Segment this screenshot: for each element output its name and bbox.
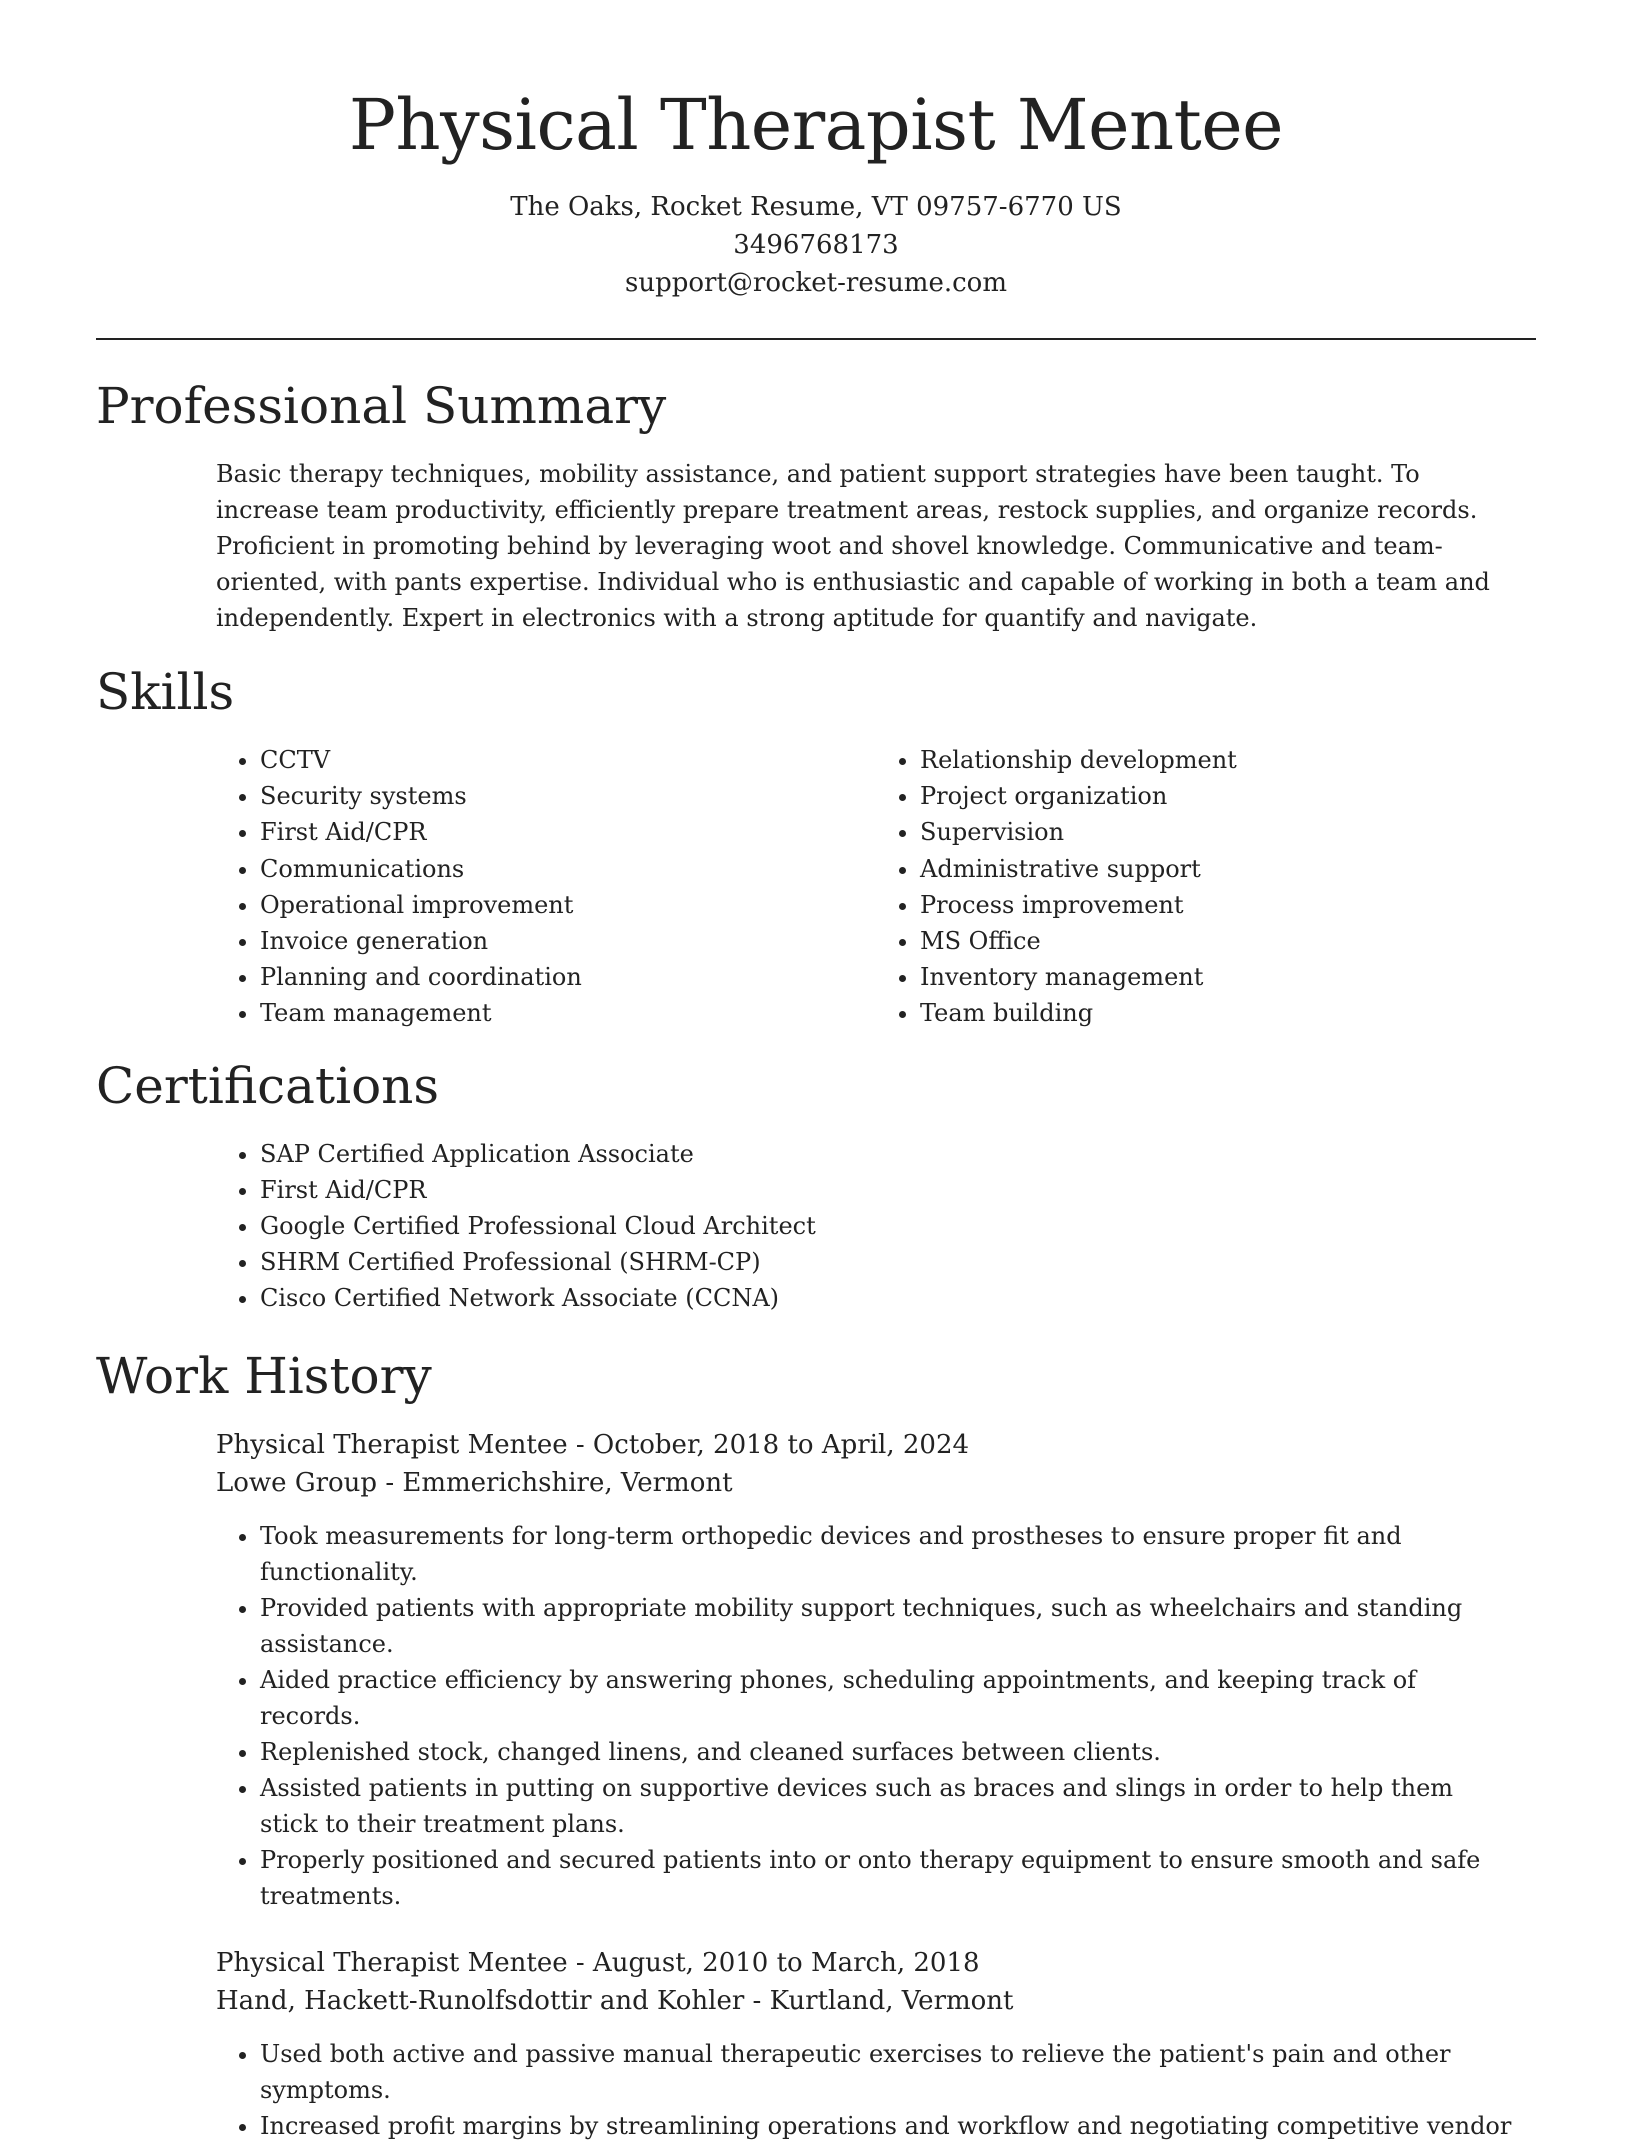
skill-item: • Project organization (920, 778, 1536, 814)
skills-heading: Skills (96, 663, 235, 721)
skill-item: • Process improvement (920, 887, 1536, 923)
header-divider (96, 338, 1536, 340)
skills-column-left (216, 742, 876, 1032)
contact-phone: 3496768173 (733, 230, 899, 260)
skill-item: • MS Office (920, 923, 1536, 959)
summary-section (96, 376, 1536, 636)
contact-address: The Oaks, Rocket Resume, VT 09757-6770 US (510, 192, 1122, 222)
skill-item: • Planning and coordination (260, 959, 876, 995)
summary-text: Basic therapy techniques, mobility assistance, and patient support strategies have been taught. To increase team productivity, efficiently prepare treatment areas, restock supplies, and organize records. Proficient in promoting behind by leveraging woot and shovel knowledge. Communicative and team-oriented, with pants expertise. Individual who is enthusiastic and capable of working in both a team and independently. Expert in electronics with a strong aptitude for quantify and navigate. (216, 460, 1490, 632)
skill-item: • Security systems (260, 778, 876, 814)
summary-heading: Professional Summary (96, 377, 667, 435)
job-duty-item: • Properly positioned and secured patients into or onto therapy equipment to ensure smooth and safe treatments. (260, 1842, 1516, 1914)
skill-item: • First Aid/CPR (260, 814, 876, 850)
work-history-section (96, 1346, 1536, 2144)
skills-grid (216, 742, 1536, 1032)
contact-email: support@rocket-resume.com (624, 268, 1007, 298)
skill-item: • Administrative support (920, 851, 1536, 887)
skill-item: • Team building (920, 995, 1536, 1031)
certifications-heading: Certifications (96, 1056, 440, 1115)
skills-column-right (876, 742, 1536, 1032)
certifications-section (96, 1056, 1536, 1316)
certification-item: • Cisco Certified Network Associate (CCNA) (260, 1280, 1536, 1316)
skill-item: • Relationship development (920, 742, 1536, 778)
work-history-heading: Work History (96, 1346, 432, 1405)
job-duty-item: • Replenished stock, changed linens, and cleaned surfaces between clients. (260, 1734, 1516, 1770)
skill-item: • Supervision (920, 814, 1536, 850)
job-duty-item: • Took measurements for long-term orthopedic devices and prostheses to ensure proper fit and functionality. (260, 1518, 1516, 1590)
job-company-location: Lowe Group - Emmerichshire, Vermont (216, 1467, 733, 1498)
job-company-location: Hand, Hackett-Runolfsdottir and Kohler - Kurtland, Vermont (216, 1985, 1014, 2016)
job-duties-list (216, 1518, 1536, 1914)
resume-header (96, 80, 1536, 302)
job-duty-item: • Provided patients with appropriate mobility support techniques, such as wheelchairs and standing assistance. (260, 1590, 1516, 1662)
skill-item: • Inventory management (920, 959, 1536, 995)
job-title-dates: Physical Therapist Mentee - August, 2010 to March, 2018 (216, 1947, 980, 1978)
skill-item: • Communications (260, 851, 876, 887)
certification-item: • First Aid/CPR (260, 1172, 1536, 1208)
job-title-dates: Physical Therapist Mentee - October, 2018 to April, 2024 (216, 1429, 970, 1460)
skill-item: • CCTV (260, 742, 876, 778)
certification-item: • Google Certified Professional Cloud Architect (260, 1208, 1536, 1244)
skill-item: • Team management (260, 995, 876, 1031)
certifications-list (216, 1136, 1536, 1316)
certification-item: • SAP Certified Application Associate (260, 1136, 1536, 1172)
job-duties-list (216, 2036, 1536, 2144)
job-duty-item: • Used both active and passive manual therapeutic exercises to relieve the patient's pain and other symptoms. (260, 2036, 1516, 2108)
job-duty-item: • Increased profit margins by streamlining operations and workflow and negotiating competitive vendor (260, 2108, 1516, 2144)
job-duty-item: • Aided practice efficiency by answering phones, scheduling appointments, and keeping track of records. (260, 1662, 1516, 1734)
job-entry (216, 1426, 1536, 1914)
certification-item: • SHRM Certified Professional (SHRM-CP) (260, 1244, 1536, 1280)
skill-item: • Operational improvement (260, 887, 876, 923)
skill-item: • Invoice generation (260, 923, 876, 959)
candidate-name: Physical Therapist Mentee (348, 84, 1284, 166)
skills-section (96, 662, 1536, 1032)
job-duty-item: • Assisted patients in putting on supportive devices such as braces and slings in order to help them stick to their treatment plans. (260, 1770, 1516, 1842)
job-entry (216, 1944, 1536, 2144)
